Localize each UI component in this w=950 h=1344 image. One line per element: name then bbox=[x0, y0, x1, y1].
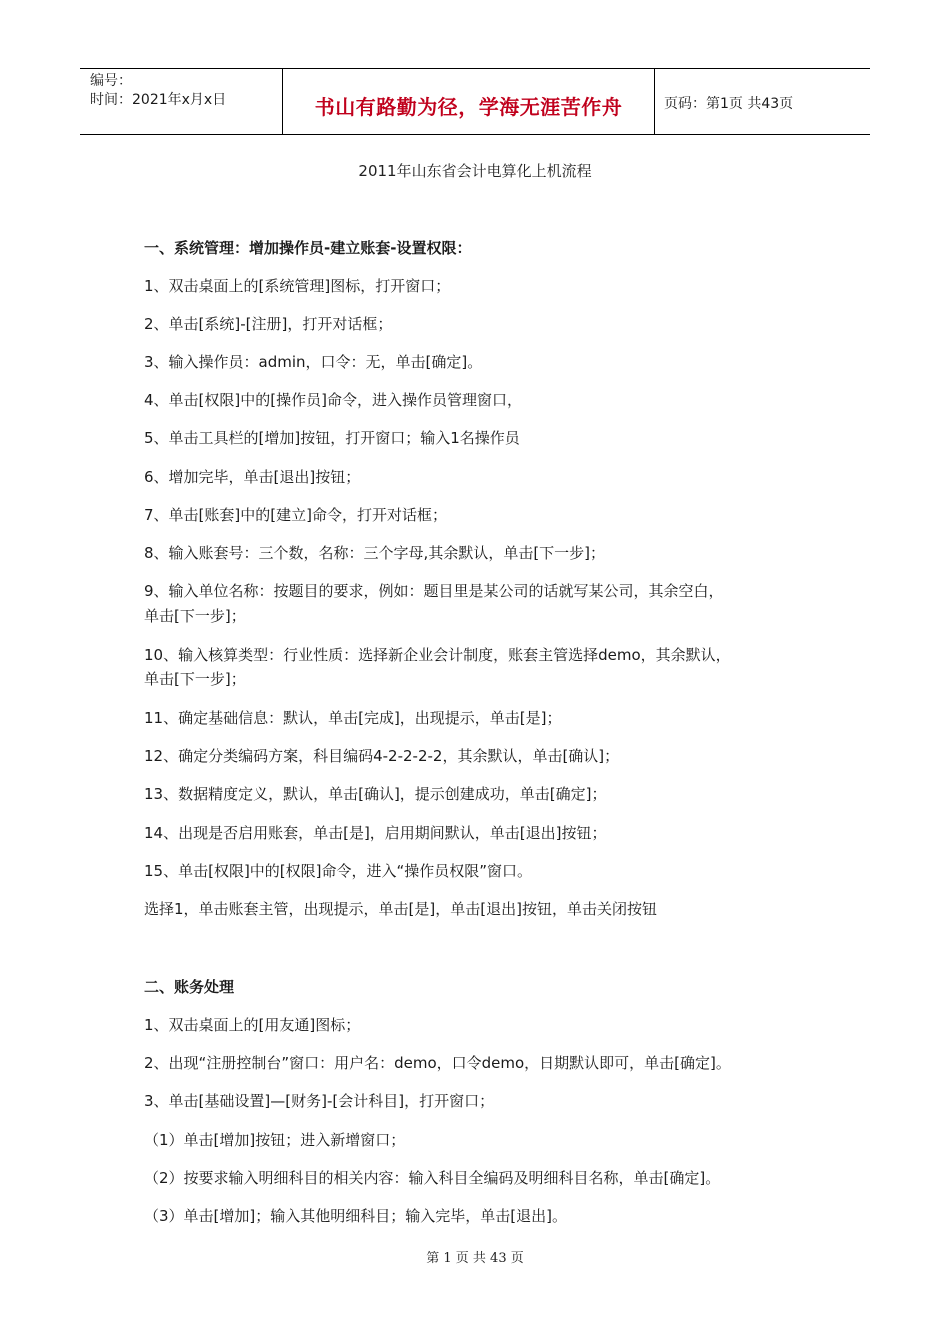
section1-step: 单击[下一步]； bbox=[144, 670, 246, 688]
section1-step: 2、单击[系统]-[注册]，打开对话框； bbox=[144, 315, 393, 333]
header-motto: 书山有路勤为径，学海无涯苦作舟 bbox=[314, 95, 623, 119]
page-header bbox=[80, 68, 870, 135]
section1-step: 13、数据精度定义，默认，单击[确认]，提示创建成功，单击[确定]； bbox=[144, 785, 607, 803]
document-title: 2011年山东省会计电算化上机流程 bbox=[358, 162, 592, 180]
header-divider bbox=[654, 69, 655, 134]
section1-step: 4、单击[权限]中的[操作员]命令，进入操作员管理窗口， bbox=[144, 391, 522, 409]
section2-step: 1、双击桌面上的[用友通]图标； bbox=[144, 1016, 361, 1034]
section1-step: 单击[下一步]； bbox=[144, 607, 246, 625]
section1-step: 9、输入单位名称：按题目的要求，例如：题目里是某公司的话就写某公司，其余空白， bbox=[144, 582, 724, 600]
section1-step: 15、单击[权限]中的[权限]命令，进入“操作员权限”窗口。 bbox=[144, 862, 533, 880]
section1-step: 1、双击桌面上的[系统管理]图标，打开窗口； bbox=[144, 277, 451, 295]
date-label: 时间：2021年x月x日 bbox=[90, 92, 227, 108]
section2-step: （2）按要求输入明细科目的相关内容：输入科目全编码及明细科目名称，单击[确定]。 bbox=[144, 1169, 721, 1187]
section2-step: 3、单击[基础设置]—[财务]-[会计科目]，打开窗口； bbox=[144, 1092, 495, 1110]
section2-step: （1）单击[增加]按钮；进入新增窗口； bbox=[144, 1131, 406, 1149]
section1-step: 11、确定基础信息：默认，单击[完成]，出现提示，单击[是]； bbox=[144, 709, 562, 727]
section1-step: 5、单击工具栏的[增加]按钮，打开窗口；输入1名操作员 bbox=[144, 429, 520, 447]
section2-step: （3）单击[增加]；输入其他明细科目；输入完毕，单击[退出]。 bbox=[144, 1207, 567, 1225]
section1-step: 14、出现是否启用账套，单击[是]，启用期间默认，单击[退出]按钮； bbox=[144, 824, 607, 842]
section1-step: 6、增加完毕，单击[退出]按钮； bbox=[144, 468, 361, 486]
number-label: 编号： bbox=[90, 73, 132, 89]
section1-step: 选择1，单击账套主管，出现提示，单击[是]，单击[退出]按钮，单击关闭按钮 bbox=[144, 900, 657, 918]
page-footer: 第 1 页 共 43 页 bbox=[426, 1251, 524, 1266]
section1-step: 3、输入操作员：admin，口令：无，单击[确定]。 bbox=[144, 353, 483, 371]
section2-heading: 二、账务处理 bbox=[144, 978, 235, 996]
section2-step: 2、出现“注册控制台”窗口：用户名：demo，口令demo，日期默认即可，单击[确定]。 bbox=[144, 1054, 731, 1072]
section1-step: 10、输入核算类型：行业性质：选择新企业会计制度，账套主管选择demo，其余默认， bbox=[144, 646, 731, 664]
section1-step: 7、单击[账套]中的[建立]命令，打开对话框； bbox=[144, 506, 447, 524]
section1-heading: 一、系统管理：增加操作员-建立账套-设置权限： bbox=[144, 239, 472, 257]
section1-step: 12、确定分类编码方案，科目编码4-2-2-2-2，其余默认，单击[确认]； bbox=[144, 747, 620, 765]
header-page-info: 页码：第1页 共43页 bbox=[664, 96, 794, 112]
section1-step: 8、输入账套号：三个数，名称：三个字母,其余默认，单击[下一步]； bbox=[144, 544, 606, 562]
header-meta bbox=[90, 72, 226, 110]
